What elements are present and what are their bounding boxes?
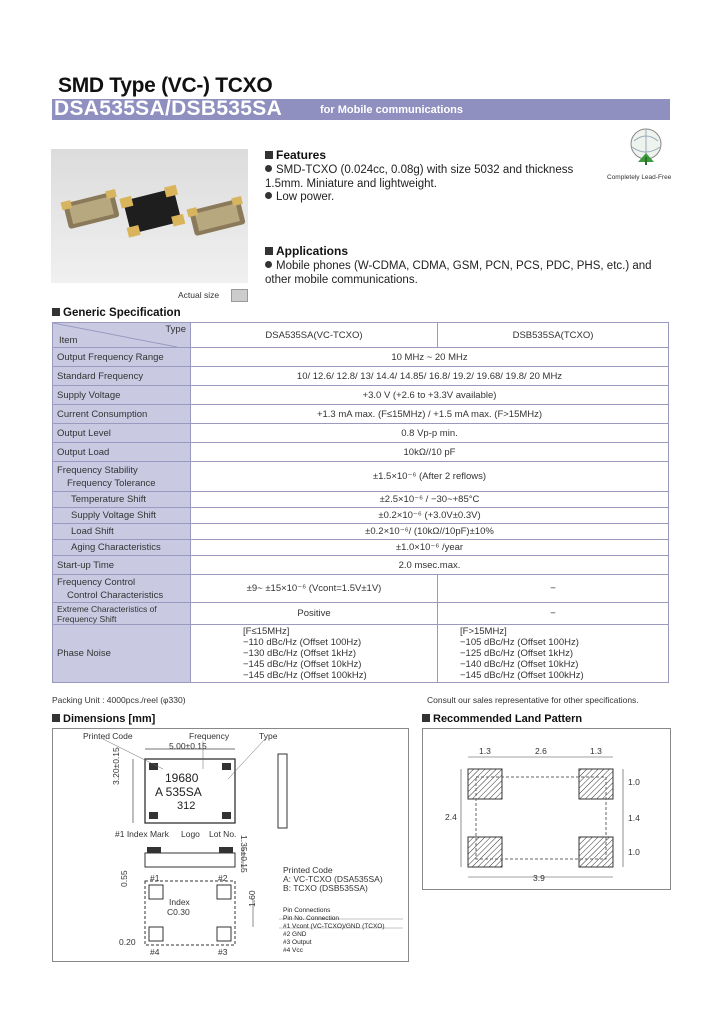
dim-height: 3.20±0.15	[111, 747, 121, 785]
land-dim-v1: 1.0	[628, 777, 640, 787]
label-logo: Logo	[181, 829, 200, 839]
row-label: Current Consumption	[53, 405, 191, 424]
crystal-left-image	[61, 189, 122, 230]
square-bullet-icon	[422, 714, 430, 722]
row-label: Supply Voltage	[53, 386, 191, 405]
spec-table	[52, 322, 669, 683]
phase-noise-a: [F≤15MHz] −110 dBc/Hz (Offset 100Hz) −130 dBc/Hz (Offset 1kHz) −145 dBc/Hz (Offset 10kHz) −145 dBc/Hz (Offset 100kHz)	[191, 625, 438, 683]
dim-pad-width: 0.20	[119, 937, 136, 947]
printed-code-legend: Printed Code A: VC-TCXO (DSA535SA) B: TCXO (DSB535SA)	[283, 865, 383, 893]
table-row	[53, 492, 669, 508]
row-value-a: Positive	[191, 603, 438, 625]
square-bullet-icon	[52, 714, 60, 722]
corner-item: Item	[59, 335, 78, 346]
table-row	[53, 508, 669, 524]
features-item-2: Low power.	[265, 190, 334, 204]
square-bullet-icon	[52, 308, 60, 316]
pin-connection-table: Pin Connections Pin No. Connection #1 Vcont (VC-TCXO)/GND (TCXO) #2 GND #3 Output #4 Vcc	[283, 907, 385, 954]
globe-icon	[626, 127, 666, 171]
land-dim-h: 2.4	[445, 812, 457, 822]
features-heading: Features	[265, 148, 326, 162]
table-row	[53, 348, 669, 367]
row-value: ±0.2×10⁻⁶ (+3.0V±0.3V)	[191, 508, 669, 524]
applications-item-1: Mobile phones (W-CDMA, CDMA, GSM, PCN, PCS, PDC, PHS, etc.) and other mobile communications.	[265, 260, 652, 286]
bullet-icon	[265, 192, 272, 199]
table-row	[53, 575, 669, 603]
crystal-right-image	[187, 196, 248, 237]
land-pattern-drawing	[422, 728, 671, 890]
table-row	[53, 424, 669, 443]
pin-3: #3	[218, 947, 228, 957]
row-label: Output Load	[53, 443, 191, 462]
product-photo	[51, 149, 248, 283]
row-value: 10kΩ//10 pF	[191, 443, 669, 462]
table-row	[53, 556, 669, 575]
lead-free-badge	[626, 127, 666, 176]
page-title: SMD Type (VC-) TCXO	[58, 74, 273, 97]
model-name: DSA535SA/DSB535SA	[54, 97, 283, 120]
label-index: Index	[169, 897, 190, 907]
crystal-center-image	[119, 185, 185, 238]
row-value-b: −	[438, 603, 669, 625]
table-row	[53, 386, 669, 405]
model-subtitle: for Mobile communications	[320, 104, 464, 116]
dimensions-drawing	[52, 728, 409, 962]
table-row	[53, 323, 669, 348]
row-label: Phase Noise	[53, 625, 191, 683]
spec-heading: Generic Specification	[52, 307, 181, 319]
row-value: 10/ 12.6/ 12.8/ 13/ 14.4/ 14.85/ 16.8/ 19.2/ 19.68/ 19.8/ 20 MHz	[191, 367, 669, 386]
square-bullet-icon	[265, 247, 273, 255]
model-band	[52, 99, 670, 120]
row-label: Start-up Time	[53, 556, 191, 575]
label-index-mark: #1 Index Mark	[115, 829, 169, 839]
bullet-icon	[265, 261, 272, 268]
phase-noise-b: [F>15MHz] −105 dBc/Hz (Offset 100Hz) −125 dBc/Hz (Offset 1kHz) −140 dBc/Hz (Offset 10kHz) −145 dBc/Hz (Offset 100kHz)	[438, 625, 669, 683]
product-photo-svg	[51, 149, 248, 283]
table-row	[53, 405, 669, 424]
land-dim-2: 2.6	[535, 746, 547, 756]
pin-2: #2	[218, 873, 228, 883]
marking-line-1: 19680	[165, 771, 199, 785]
row-label: Extreme Characteristics of Frequency Shift	[53, 603, 191, 625]
pin-4: #4	[150, 947, 160, 957]
actual-size-caption: Actual size	[178, 290, 220, 300]
row-value: 10 MHz ~ 20 MHz	[191, 348, 669, 367]
label-lot: Lot No.	[209, 829, 237, 839]
square-bullet-icon	[265, 151, 273, 159]
label-printed-code: Printed Code	[83, 731, 133, 741]
table-row	[53, 524, 669, 540]
features-item-1: SMD-TCXO (0.024cc, 0.08g) with size 5032 and thickness 1.5mm. Miniature and lightweight.	[265, 164, 574, 190]
row-value: 0.8 Vp-p min.	[191, 424, 669, 443]
land-dim-1: 1.3	[479, 746, 491, 756]
consult-note: Consult our sales representative for other specifications.	[427, 695, 639, 705]
row-label: Supply Voltage Shift	[53, 508, 191, 524]
table-row	[53, 603, 669, 625]
applications-heading: Applications	[265, 244, 348, 258]
col-header-a: DSA535SA(VC-TCXO)	[191, 323, 438, 348]
marking-line-3: 312	[177, 800, 196, 812]
dimensions-heading: Dimensions [mm]	[52, 713, 155, 725]
table-row	[53, 625, 669, 683]
lead-free-label: Completely Lead-Free	[607, 174, 672, 181]
label-frequency: Frequency	[189, 731, 230, 741]
row-value-a: ±9~ ±15×10⁻⁶ (Vcont=1.5V±1V)	[191, 575, 438, 603]
land-heading: Recommended Land Pattern	[422, 713, 582, 725]
row-label: Output Level	[53, 424, 191, 443]
row-label: Frequency Stability Frequency Tolerance	[53, 462, 191, 492]
row-value: ±1.0×10⁻⁶ /year	[191, 540, 669, 556]
marking-line-2: A 535SA	[155, 785, 202, 799]
dim-index: C0.30	[167, 907, 190, 917]
dim-pad: 0.55	[119, 870, 129, 887]
table-row	[53, 443, 669, 462]
land-dim-total: 3.9	[533, 873, 545, 883]
packing-unit: Packing Unit : 4000pcs./reel (φ330)	[52, 695, 186, 705]
row-label: Aging Characteristics	[53, 540, 191, 556]
row-label: Temperature Shift	[53, 492, 191, 508]
land-dim-v3: 1.0	[628, 847, 640, 857]
table-row	[53, 462, 669, 492]
land-dim-v2: 1.4	[628, 813, 640, 823]
row-label: Load Shift	[53, 524, 191, 540]
table-row	[53, 367, 669, 386]
dim-width: 5.00±0.15	[169, 741, 207, 751]
dim-pad-height: 1.60	[247, 890, 257, 907]
bullet-icon	[265, 165, 272, 172]
label-type: Type	[259, 731, 278, 741]
land-dim-3: 1.3	[590, 746, 602, 756]
row-label: Frequency Control Control Characteristics	[53, 575, 191, 603]
row-value: ±2.5×10⁻⁶ / −30~+85°C	[191, 492, 669, 508]
pin-1: #1	[150, 873, 160, 883]
row-value-b: −	[438, 575, 669, 603]
spec-corner-cell	[53, 323, 191, 348]
actual-size-chip	[231, 289, 248, 302]
row-value: +1.3 mA max. (F≤15MHz) / +1.5 mA max. (F>15MHz)	[191, 405, 669, 424]
corner-type: Type	[165, 324, 186, 335]
row-value: +3.0 V (+2.6 to +3.3V available)	[191, 386, 669, 405]
row-value: ±1.5×10⁻⁶ (After 2 reflows)	[191, 462, 669, 492]
table-row	[53, 540, 669, 556]
row-value: ±0.2×10⁻⁶/ (10kΩ//10pF)±10%	[191, 524, 669, 540]
row-label: Standard Frequency	[53, 367, 191, 386]
row-value: 2.0 msec.max.	[191, 556, 669, 575]
col-header-b: DSB535SA(TCXO)	[438, 323, 669, 348]
dim-thickness: 1.35±0.15	[239, 835, 249, 873]
row-label: Output Frequency Range	[53, 348, 191, 367]
